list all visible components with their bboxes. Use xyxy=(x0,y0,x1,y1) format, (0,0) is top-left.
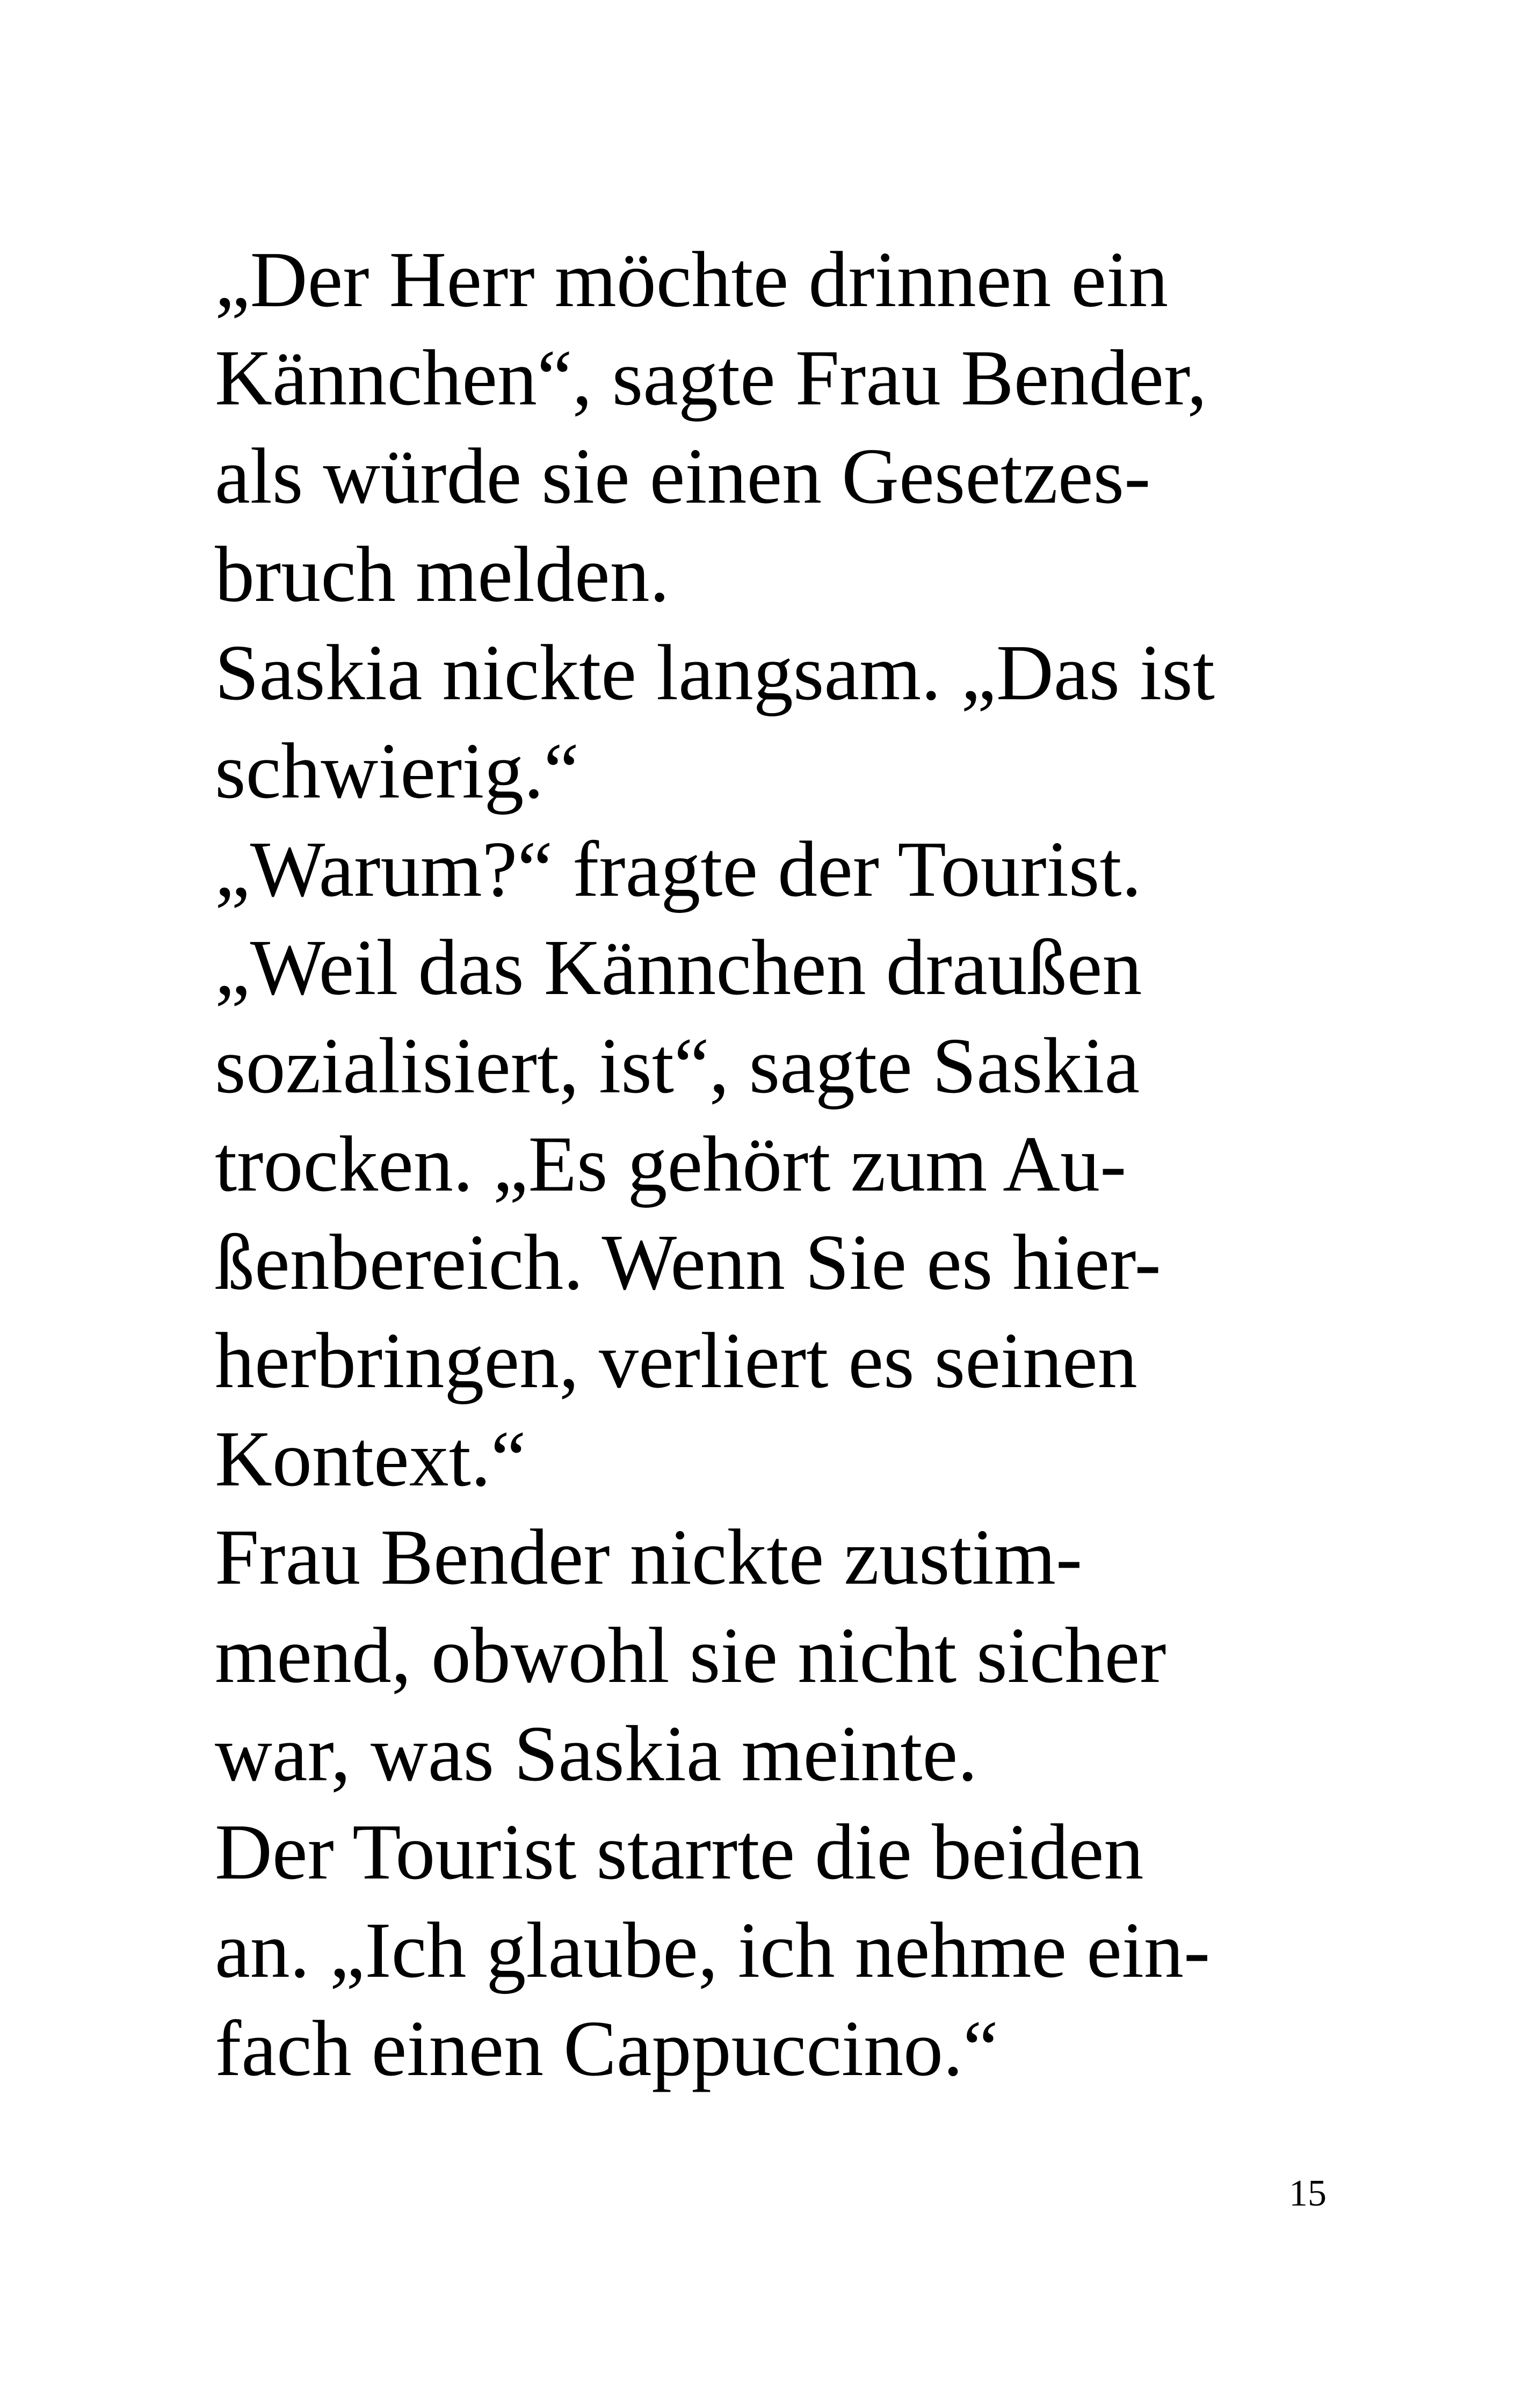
text-line: „Weil das Kännchen draußen xyxy=(215,924,1142,1012)
text-line: herbringen, verliert es seinen xyxy=(215,1317,1137,1405)
text-line: schwierig.“ xyxy=(215,727,579,815)
body-text xyxy=(215,231,1343,2098)
text-line: sozialisiert, ist“, sagte Saskia xyxy=(215,1022,1140,1110)
text-line: Frau Bender nickte zustim- xyxy=(215,1513,1083,1601)
text-line: trocken. „Es gehört zum Au- xyxy=(215,1120,1127,1208)
text-line: „Der Herr möchte drinnen ein xyxy=(215,236,1169,324)
text-line: ßenbereich. Wenn Sie es hier- xyxy=(215,1218,1161,1307)
text-line: war, was Saskia meinte. xyxy=(215,1710,978,1798)
text-line: fach einen Cappuccino.“ xyxy=(215,2005,998,2093)
text-line: an. „Ich glaube, ich nehme ein- xyxy=(215,1906,1211,1994)
text-line: mend, obwohl sie nicht sicher xyxy=(215,1612,1166,1700)
text-line: Der Tourist starrte die beiden xyxy=(215,1808,1144,1896)
text-line: „Warum?“ fragte der Tourist. xyxy=(215,825,1142,913)
text-line: bruch melden. xyxy=(215,531,670,619)
page-number: 15 xyxy=(1289,2173,1327,2214)
text-line: Kännchen“, sagte Frau Bender, xyxy=(215,334,1207,422)
text-line: Saskia nickte langsam. „Das ist xyxy=(215,629,1215,717)
text-line: Kontext.“ xyxy=(215,1415,526,1503)
text-line: als würde sie einen Gesetzes- xyxy=(215,432,1151,520)
